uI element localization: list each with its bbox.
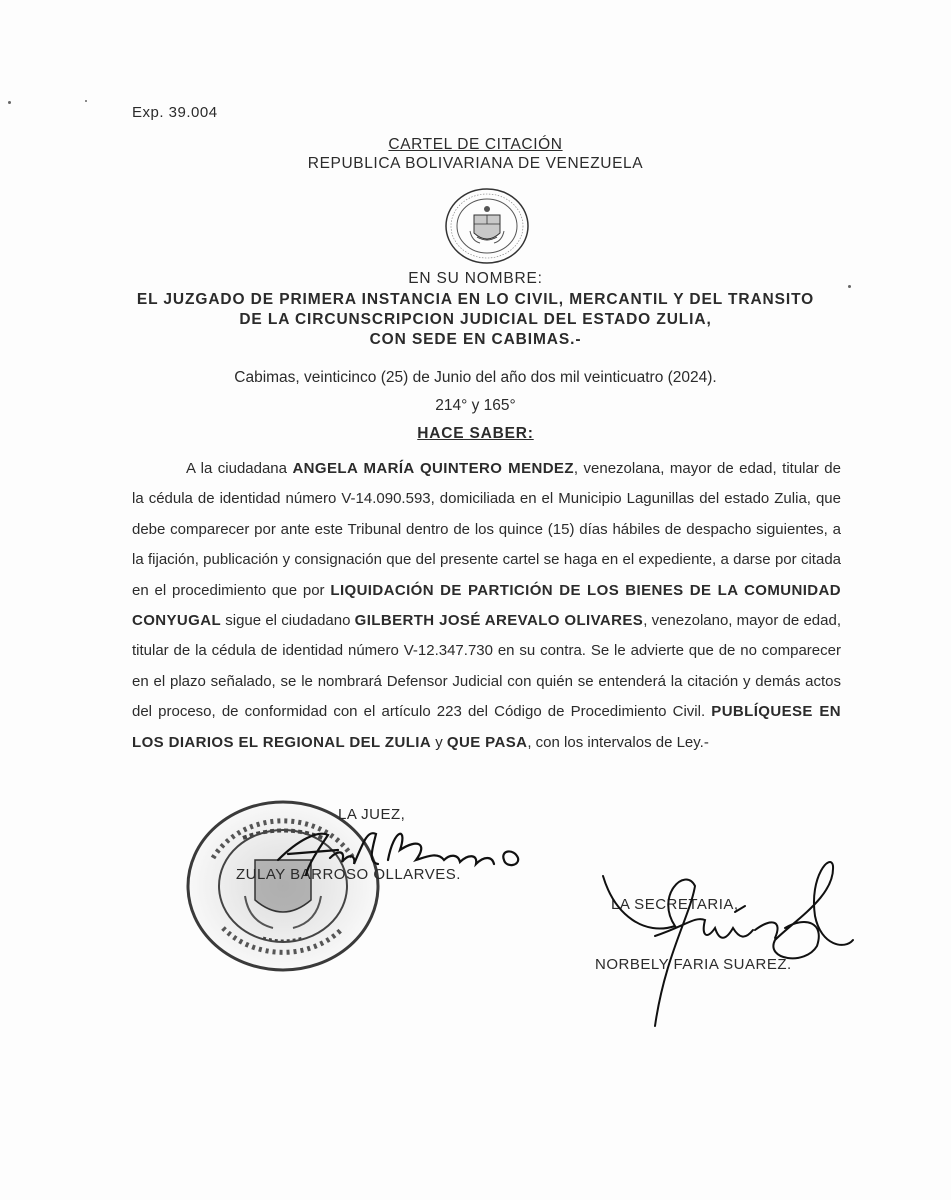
secretary-signature-icon <box>595 856 860 1036</box>
defendant-name: ANGELA MARÍA QUINTERO MENDEZ <box>292 460 574 477</box>
independence-years: 214° y 165° <box>435 397 516 414</box>
judge-label: LA JUEZ, <box>338 806 406 823</box>
body-text: y <box>431 733 447 751</box>
judge-signature-icon <box>268 820 558 880</box>
hace-saber-heading: HACE SABER: <box>417 425 534 442</box>
body-text: A la ciudadana <box>186 460 293 477</box>
newspaper-name: QUE PASA <box>446 733 528 751</box>
judge-name: ZULAY BARROSO OLLARVES. <box>236 866 461 883</box>
secretary-name: NORBELY FARIA SUAREZ. <box>595 956 792 973</box>
court-name-line3: CON SEDE EN CABIMAS.- <box>369 331 582 348</box>
scan-speck <box>8 101 11 104</box>
expediente-number: Exp. 39.004 <box>132 104 218 121</box>
citation-body <box>132 454 841 758</box>
court-intro: EN SU NOMBRE: <box>408 270 543 287</box>
court-name-line1: EL JUZGADO DE PRIMERA INSTANCIA EN LO CIVIL, MERCANTIL Y DEL TRANSITO <box>136 291 815 308</box>
national-seal-icon <box>444 187 530 265</box>
country-heading: REPUBLICA BOLIVARIANA DE VENEZUELA <box>307 155 644 172</box>
plaintiff-name: GILBERTH JOSÉ AREVALO OLIVARES <box>354 612 644 630</box>
body-text: , venezolana, mayor de edad, titular de la cédula de identidad número V-14.090.593, domiciliada en el Municipio Lagunillas del estado Zulia, que debe comparecer por ante este Tribunal dentro de los quince (15) días hábiles de despacho siguientes, a la fijación, publicación y consignación que del presente cartel se haga en el expediente, a darse por citada en el procedimiento que por <box>132 460 841 599</box>
court-name-line2: DE LA CIRCUNSCRIPCION JUDICIAL DEL ESTADO ZULIA, <box>239 311 712 328</box>
publication-order: PUBLÍQUESE EN LOS DIARIOS EL REGIONAL DEL ZULIA <box>132 703 841 751</box>
body-text: sigue el ciudadano <box>221 612 355 630</box>
case-type: LIQUIDACIÓN DE PARTICIÓN DE LOS BIENES DE LA COMUNIDAD CONYUGAL <box>132 581 842 630</box>
body-text: , venezolano, mayor de edad, titular de la cédula de identidad número V-12.347.730 en su contra. Se le advierte que de no comparecer en el plazo señalado, se le nombrará Defensor Judicial con quién se entenderá la citación y demás actos del proceso, de conformidad con el artículo 223 del Código de Procedimiento Civil. <box>132 612 841 721</box>
body-text: , con los intervalos de Ley.- <box>527 733 709 751</box>
scan-speck <box>85 100 87 102</box>
document-title: CARTEL DE CITACIÓN <box>388 136 563 153</box>
issue-date: Cabimas, veinticinco (25) de Junio del año dos mil veinticuatro (2024). <box>234 369 717 386</box>
secretary-label: LA SECRETARIA, <box>611 896 739 913</box>
